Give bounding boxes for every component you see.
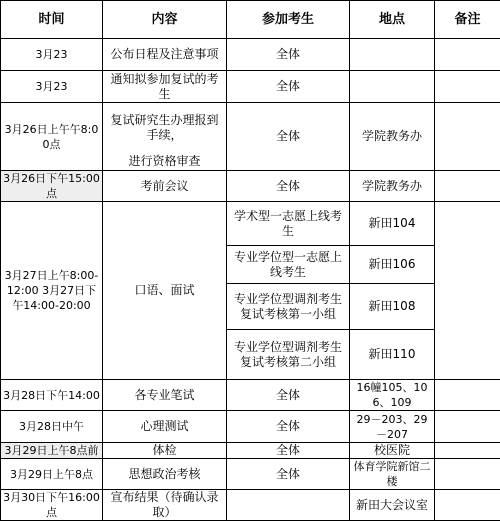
header-note: 备注 [435,1,500,39]
content-cell: 思想政治考核 [103,459,227,490]
participants-cell: 全体 [227,443,350,459]
table-row [1,459,500,490]
note-cell [435,71,500,103]
participants-cell: 学术型一志愿上线考生 [227,202,350,246]
note-cell [435,103,500,171]
location-cell: 16幢105、106、109 [350,380,435,411]
location-cell [350,39,435,71]
table-row [1,171,500,202]
location-cell [350,71,435,103]
note-cell [435,490,500,521]
table-row [1,490,500,521]
participants-cell: 全体 [227,39,350,71]
table-row [1,411,500,443]
time-cell: 3月26日上午午8:00点 [1,103,103,171]
time-cell: 3月28日下午14:00 [1,380,103,411]
content-cell: 口语、面试 [103,202,227,380]
header-row [1,1,500,39]
time-cell: 3月30日下午16:00点 [1,490,103,521]
content-extra-cell: 进行资格审查 [103,153,227,171]
participants-cell: 全体 [227,380,350,411]
note-cell [435,380,500,411]
content-cell: 公布日程及注意事项 [103,39,227,71]
note-cell [435,459,500,490]
location-cell: 新田大会议室 [350,490,435,521]
time-cell: 3月26日下午15:00点 [1,171,103,202]
table-row [1,380,500,411]
location-cell: 新田106 [350,246,435,284]
content-cell: 心理测试 [103,411,227,443]
table-row [1,103,500,153]
content-cell: 各专业笔试 [103,380,227,411]
time-cell: 3月28日中午 [1,411,103,443]
table-row [1,202,500,246]
participants-cell [227,490,350,521]
location-cell: 新田110 [350,330,435,380]
participants-cell: 全体 [227,71,350,103]
location-cell: 新田108 [350,284,435,330]
participants-cell: 专业学位型调剂考生复试考核第二小组 [227,330,350,380]
table-row [1,443,500,459]
content-cell: 通知拟参加复试的考生 [103,71,227,103]
content-cell: 复试研究生办理报到手续， [103,103,227,153]
table-row [1,71,500,103]
note-cell [435,411,500,443]
content-cell: 宣布结果（待确认录取） [103,490,227,521]
content-cell: 考前会议 [103,171,227,202]
header-content: 内容 [103,1,227,39]
participants-cell: 专业学位型一志愿上线考生 [227,246,350,284]
note-cell [435,443,500,459]
header-time: 时间 [1,1,103,39]
participants-cell: 全体 [227,411,350,443]
time-cell: 3月29日上午8点 [1,459,103,490]
header-location: 地点 [350,1,435,39]
content-cell: 体检 [103,443,227,459]
location-cell: 29－203、29－207 [350,411,435,443]
table-row [1,39,500,71]
time-cell: 3月23 [1,39,103,71]
participants-cell: 全体 [227,171,350,202]
header-participants: 参加考生 [227,1,350,39]
participants-cell: 专业学位型调剂考生复试考核第一小组 [227,284,350,330]
location-cell: 新田104 [350,202,435,246]
time-cell: 3月29日上午8点前 [1,443,103,459]
location-cell: 学院教务办 [350,103,435,171]
participants-cell: 全体 [227,459,350,490]
time-cell: 3月23 [1,71,103,103]
participants-cell: 全体 [227,103,350,171]
location-cell: 体育学院新馆二楼 [350,459,435,490]
note-cell [435,39,500,71]
note-cell [435,171,500,202]
location-cell: 学院教务办 [350,171,435,202]
time-cell: 3月27日上午8:00-12:00 3月27日下午14:00-20:00 [1,202,103,380]
location-cell: 校医院 [350,443,435,459]
note-cell [435,202,500,380]
